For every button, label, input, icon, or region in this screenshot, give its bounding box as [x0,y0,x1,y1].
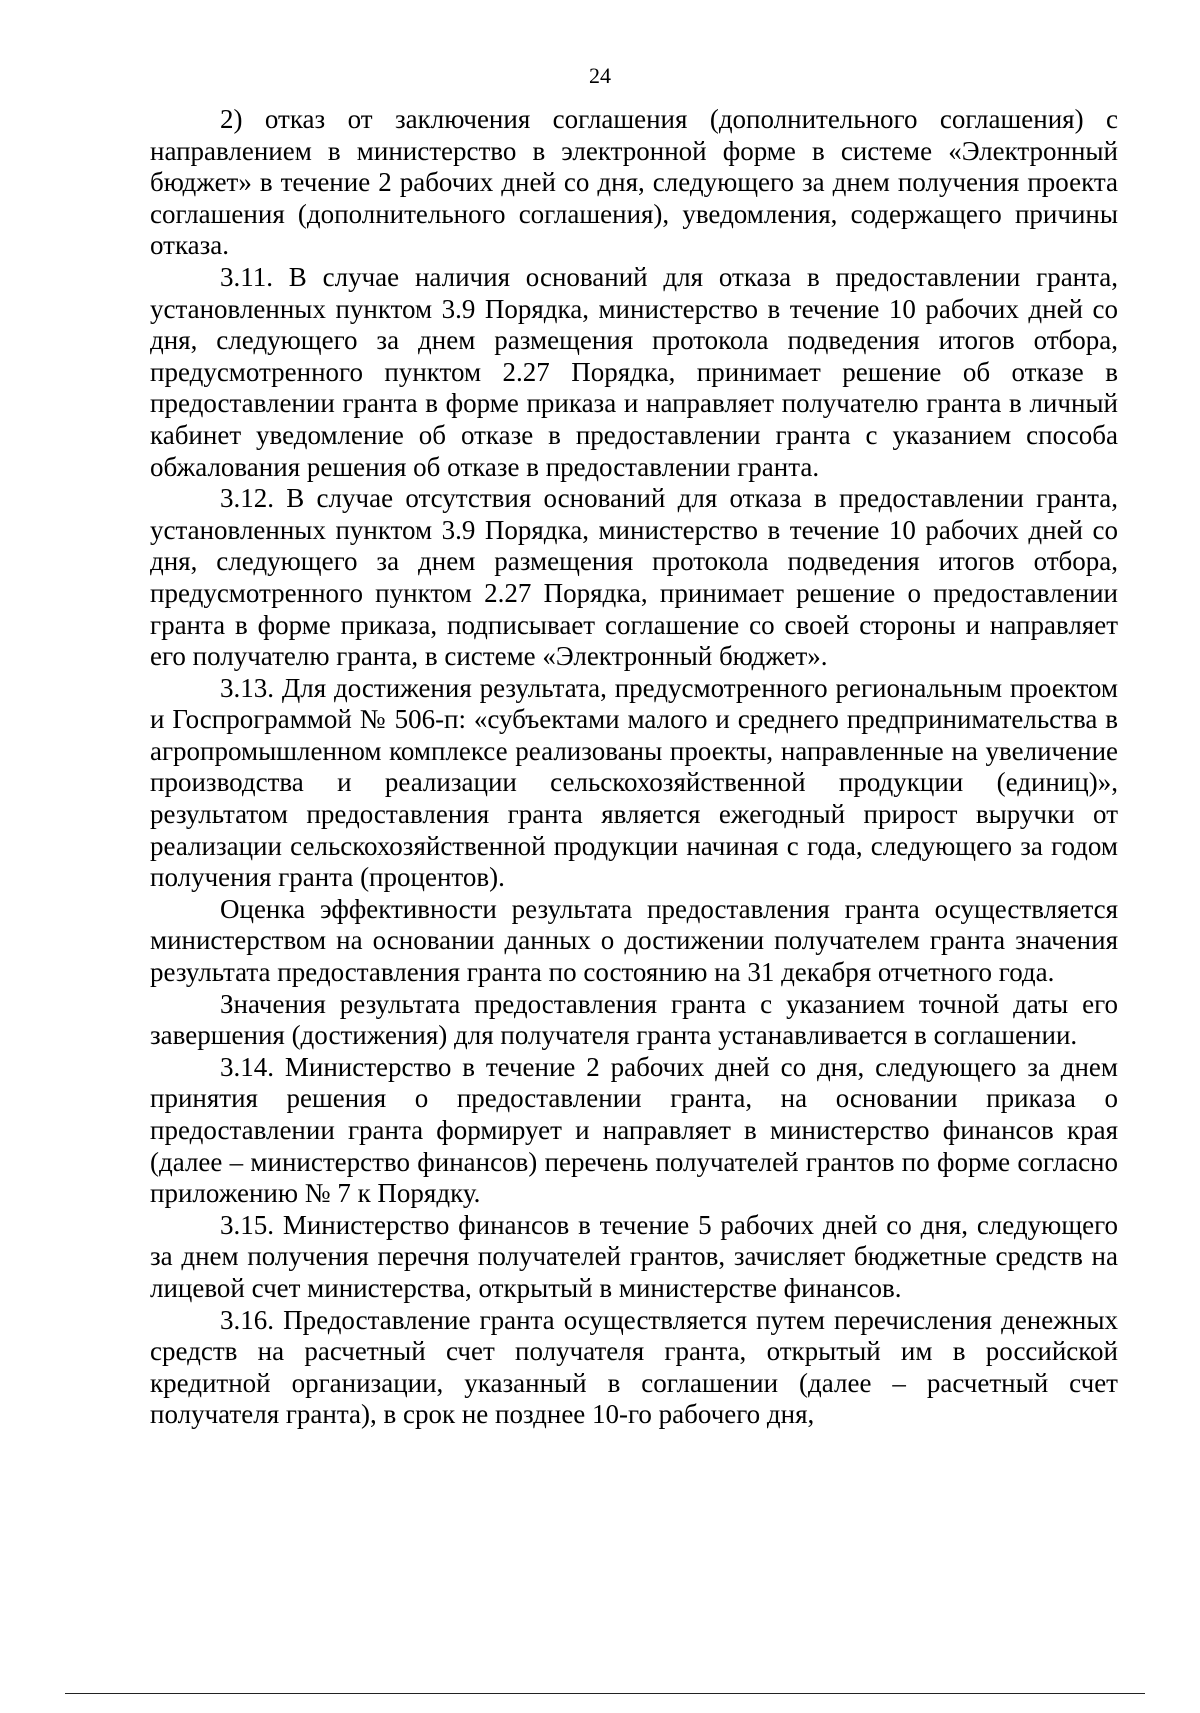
paragraph-3-13: 3.13. Для достижения результата, предусмотренного региональным проектом и Госпрограммой № 506-п: «субъектами малого и среднего предпринимательства в агропромышленном комплексе реализованы проекты, направленные на увеличение производства и реализации сельскохозяйственной продукции (единиц)», результатом предоставления гранта является ежегодный прирост выручки от реализации сельскохозяйственной продукции начиная с года, следующего за годом получения гранта (процентов). [150,672,1118,893]
paragraph-result-values: Значения результата предоставления гранта с указанием точной даты его завершения (достижения) для получателя гранта устанавливается в соглашении. [150,988,1118,1051]
paragraph-3-11: 3.11. В случае наличия оснований для отказа в предоставлении гранта, установленных пунктом 3.9 Порядка, министерство в течение 10 рабочих дней со дня, следующего за днем размещения протокола подведения итогов отбора, предусмотренного пунктом 2.27 Порядка, принимает решение об отказе в предоставлении гранта в форме приказа и направляет получателю гранта в личный кабинет уведомление об отказе в предоставлении гранта с указанием способа обжалования решения об отказе в предоставлении гранта. [150,261,1118,482]
paragraph-2-refusal: 2) отказ от заключения соглашения (дополнительного соглашения) с направлением в министерство в электронной форме в системе «Электронный бюджет» в течение 2 рабочих дней со дня, следующего за днем получения проекта соглашения (дополнительного соглашения), уведомления, содержащего причины отказа. [150,104,1118,261]
scan-bottom-edge [65,1693,1145,1694]
document-body [150,104,1118,1431]
paragraph-efficiency-assessment: Оценка эффективности результата предоставления гранта осуществляется министерством на основании данных о достижении получателем гранта значения результата предоставления гранта по состоянию на 31 декабря отчетного года. [150,893,1118,988]
paragraph-3-14: 3.14. Министерство в течение 2 рабочих дней со дня, следующего за днем принятия решения о предоставлении гранта, на основании приказа о предоставлении гранта формирует и направляет в министерство финансов края (далее – министерство финансов) перечень получателей грантов по форме согласно приложению № 7 к Порядку. [150,1051,1118,1209]
page-number: 24 [589,63,611,88]
paragraph-3-16: 3.16. Предоставление гранта осуществляется путем перечисления денежных средств на расчетный счет получателя гранта, открытый им в российской кредитной организации, указанный в соглашении (далее – расчетный счет получателя гранта), в срок не позднее 10-го рабочего дня, [150,1304,1118,1430]
paragraph-3-12: 3.12. В случае отсутствия оснований для отказа в предоставлении гранта, установленных пунктом 3.9 Порядка, министерство в течение 10 рабочих дней со дня, следующего за днем размещения протокола подведения итогов отбора, предусмотренного пунктом 2.27 Порядка, принимает решение о предоставлении гранта в форме приказа, подписывает соглашение со своей стороны и направляет его получателю гранта, в системе «Электронный бюджет». [150,483,1118,672]
paragraph-3-15: 3.15. Министерство финансов в течение 5 рабочих дней со дня, следующего за днем получения перечня получателей грантов, зачисляет бюджетные средств на лицевой счет министерства, открытый в министерстве финансов. [150,1209,1118,1303]
